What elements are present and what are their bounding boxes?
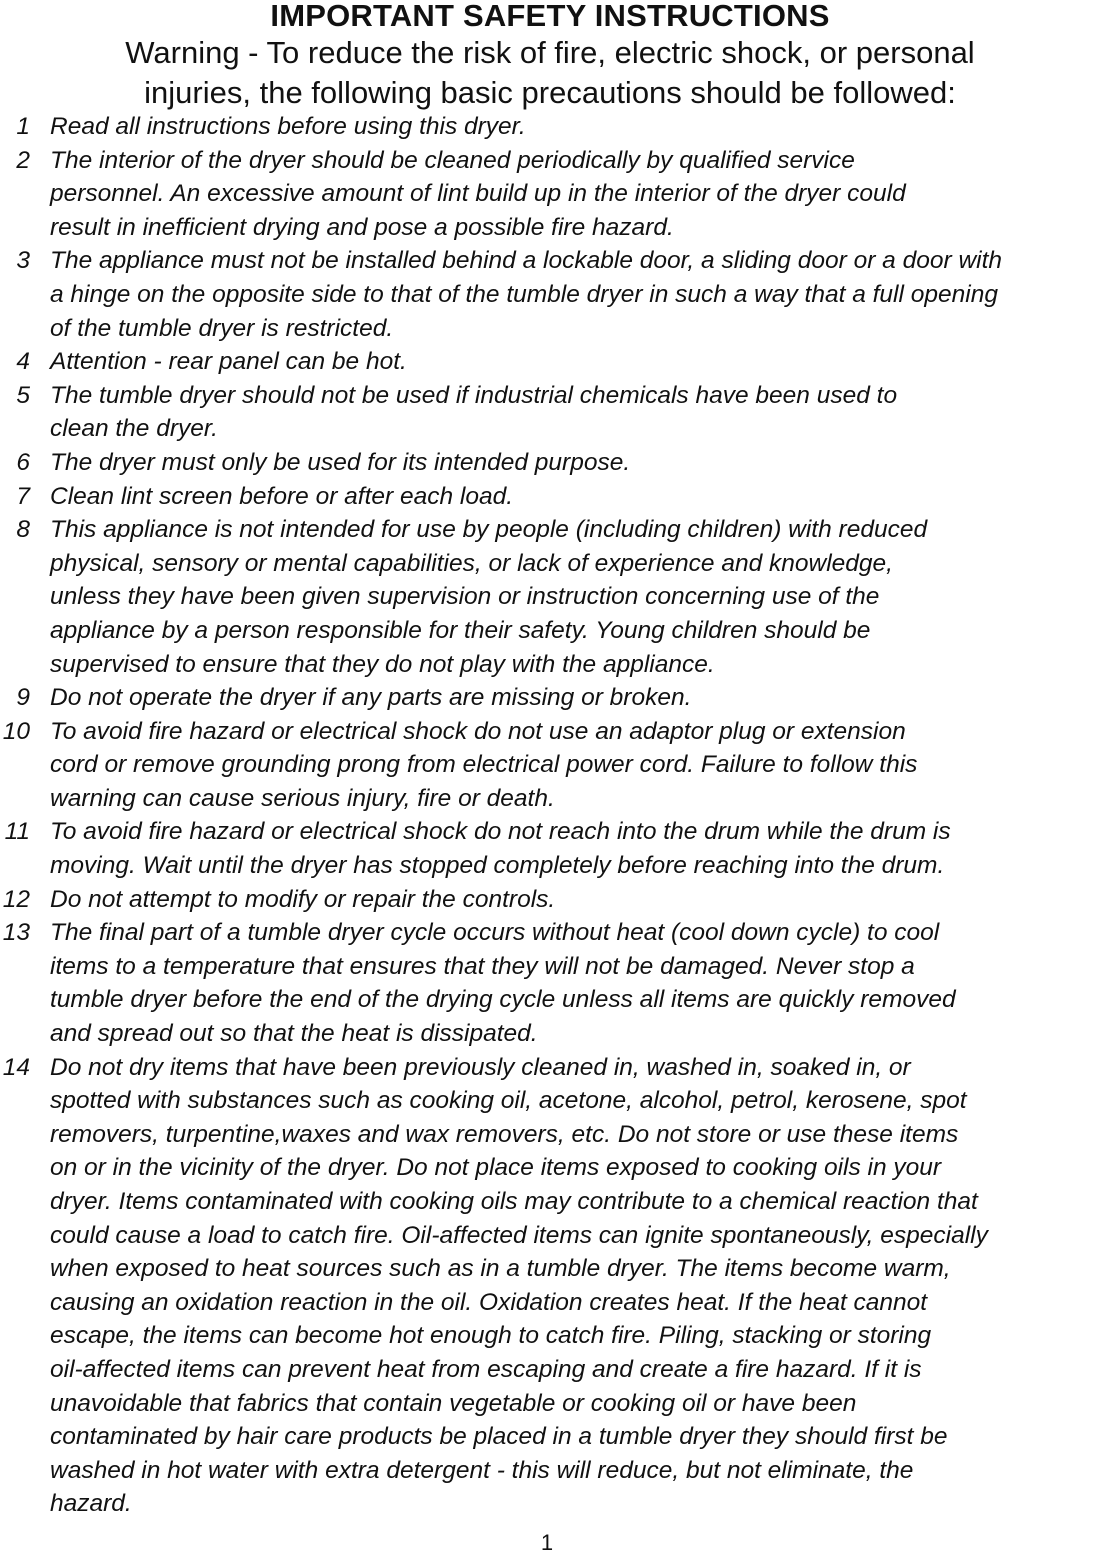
instruction-item (0, 345, 1094, 379)
instruction-text (50, 244, 1094, 345)
instruction-line: This appliance is not intended for use by people (including children) with reduced (50, 516, 928, 544)
instruction-number: 14 (2, 1053, 30, 1081)
instruction-line: result in inefficient drying and pose a possible fire hazard. (50, 213, 674, 241)
instruction-number: 13 (2, 919, 30, 947)
instruction-line: Clean lint screen before or after each load. (50, 482, 514, 510)
instruction-line: personnel. An excessive amount of lint build up in the interior of the dryer could (50, 180, 906, 208)
instruction-item (0, 513, 1094, 681)
instruction-number: 1 (16, 113, 30, 140)
instruction-line: physical, sensory or mental capabilities, or lack of experience and knowledge, (50, 549, 893, 577)
instruction-line: Do not dry items that have been previously cleaned in, washed in, soaked in, or (50, 1053, 911, 1081)
instruction-line: unavoidable that fabrics that contain vegetable or cooking oil or have been (50, 1389, 857, 1417)
instruction-line: clean the dryer. (50, 415, 218, 443)
instruction-line: of the tumble dryer is restricted. (50, 314, 394, 342)
instruction-number: 7 (16, 482, 30, 510)
instruction-line: escape, the items can become hot enough to catch fire. Piling, stacking or storing (50, 1322, 932, 1350)
instruction-line: To avoid fire hazard or electrical shock do not use an adaptor plug or extension (50, 717, 906, 745)
instruction-line: The tumble dryer should not be used if industrial chemicals have been used to (50, 381, 898, 409)
instruction-item (0, 1051, 1094, 1521)
instruction-number: 11 (4, 818, 30, 846)
instruction-number: 6 (16, 448, 30, 476)
instruction-number: 4 (16, 348, 30, 376)
page-title: IMPORTANT SAFETY INSTRUCTIONS (270, 0, 830, 33)
instruction-line: moving. Wait until the dryer has stopped completely before reaching into the drum. (50, 852, 945, 880)
instruction-line: appliance by a person responsible for their safety. Young children should be (50, 616, 871, 644)
instruction-line: spotted with substances such as cooking oil, acetone, alcohol, petrol, kerosene, spot (50, 1087, 967, 1115)
instruction-number: 5 (16, 381, 30, 409)
warning-line: Warning - To reduce the risk of fire, electric shock, or personal (125, 35, 975, 70)
instruction-list (0, 110, 1094, 1521)
instruction-text (50, 883, 1094, 917)
instruction-item (0, 446, 1094, 480)
instruction-line: tumble dryer before the end of the drying cycle unless all items are quickly removed (50, 986, 956, 1014)
instruction-text (50, 446, 1094, 480)
instruction-line: causing an oxidation reaction in the oil. Oxidation creates heat. If the heat cannot (50, 1288, 928, 1316)
instruction-text (50, 681, 1094, 715)
instruction-item (0, 379, 1094, 446)
instruction-line: on or in the vicinity of the dryer. Do not place items exposed to cooking oils in your (50, 1154, 942, 1182)
instruction-text (50, 379, 1094, 446)
instruction-item (0, 681, 1094, 715)
instruction-item (0, 480, 1094, 514)
instruction-item (0, 815, 1094, 882)
instruction-number: 9 (16, 684, 30, 712)
instruction-line: The interior of the dryer should be cleaned periodically by qualified service (50, 146, 855, 174)
warning-line: injuries, the following basic precautions should be followed: (144, 75, 956, 110)
instruction-text (50, 144, 1094, 245)
instruction-text (50, 345, 1094, 379)
instruction-line: a hinge on the opposite side to that of the tumble dryer in such a way that a full opening (50, 280, 998, 308)
instruction-line: Read all instructions before using this dryer. (50, 113, 526, 140)
instruction-item (0, 916, 1094, 1050)
instruction-line: items to a temperature that ensures that they will not be damaged. Never stop a (50, 952, 915, 980)
instruction-line: The appliance must not be installed behind a lockable door, a sliding door or a door with (50, 247, 1003, 275)
instruction-text (50, 715, 1094, 816)
instruction-line: could cause a load to catch fire. Oil-affected items can ignite spontaneously, especially (50, 1221, 988, 1249)
instruction-number: 3 (16, 247, 30, 275)
instruction-item (0, 883, 1094, 917)
instruction-line: Attention - rear panel can be hot. (50, 348, 407, 376)
instruction-line: The dryer must only be used for its intended purpose. (50, 448, 631, 476)
instruction-item (0, 110, 1094, 144)
instruction-line: cord or remove grounding prong from electrical power cord. Failure to follow this (50, 751, 918, 779)
instruction-text (50, 110, 1094, 144)
instruction-line: Do not attempt to modify or repair the controls. (50, 885, 556, 913)
instruction-line: To avoid fire hazard or electrical shock do not reach into the drum while the drum is (50, 818, 951, 846)
instruction-text (50, 513, 1094, 681)
instruction-line: washed in hot water with extra detergent - this will reduce, but not eliminate, the (50, 1456, 914, 1484)
instruction-line: oil-affected items can prevent heat from escaping and create a fire hazard. If it is (50, 1355, 922, 1383)
instruction-number: 2 (16, 146, 30, 174)
instruction-line: unless they have been given supervision or instruction concerning use of the (50, 583, 880, 611)
instruction-item (0, 144, 1094, 245)
instruction-text (50, 1051, 1094, 1521)
instruction-line: contaminated by hair care products be placed in a tumble dryer they should first be (50, 1423, 948, 1451)
instruction-line: supervised to ensure that they do not play with the appliance. (50, 650, 715, 678)
instruction-line: warning can cause serious injury, fire or death. (50, 784, 555, 812)
instruction-line: and spread out so that the heat is dissipated. (50, 1020, 538, 1048)
instruction-text (50, 916, 1094, 1050)
instruction-text (50, 815, 1094, 882)
instruction-line: when exposed to heat sources such as in a tumble dryer. The items become warm, (50, 1255, 951, 1283)
instruction-line: Do not operate the dryer if any parts are missing or broken. (50, 684, 692, 712)
warning-paragraph (0, 33, 1094, 113)
instruction-number: 8 (16, 516, 30, 544)
instruction-item (0, 244, 1094, 345)
instruction-number: 12 (2, 885, 30, 913)
instruction-item (0, 715, 1094, 816)
instruction-line: The final part of a tumble dryer cycle occurs without heat (cool down cycle) to cool (50, 919, 940, 947)
page-number: 1 (540, 1530, 554, 1555)
instruction-number: 10 (2, 717, 30, 745)
instruction-line: dryer. Items contaminated with cooking oils may contribute to a chemical reaction that (50, 1188, 978, 1215)
instruction-line: hazard. (50, 1490, 132, 1518)
instruction-line: removers, turpentine,waxes and wax removers, etc. Do not store or use these items (50, 1120, 959, 1148)
instruction-text (50, 480, 1094, 514)
